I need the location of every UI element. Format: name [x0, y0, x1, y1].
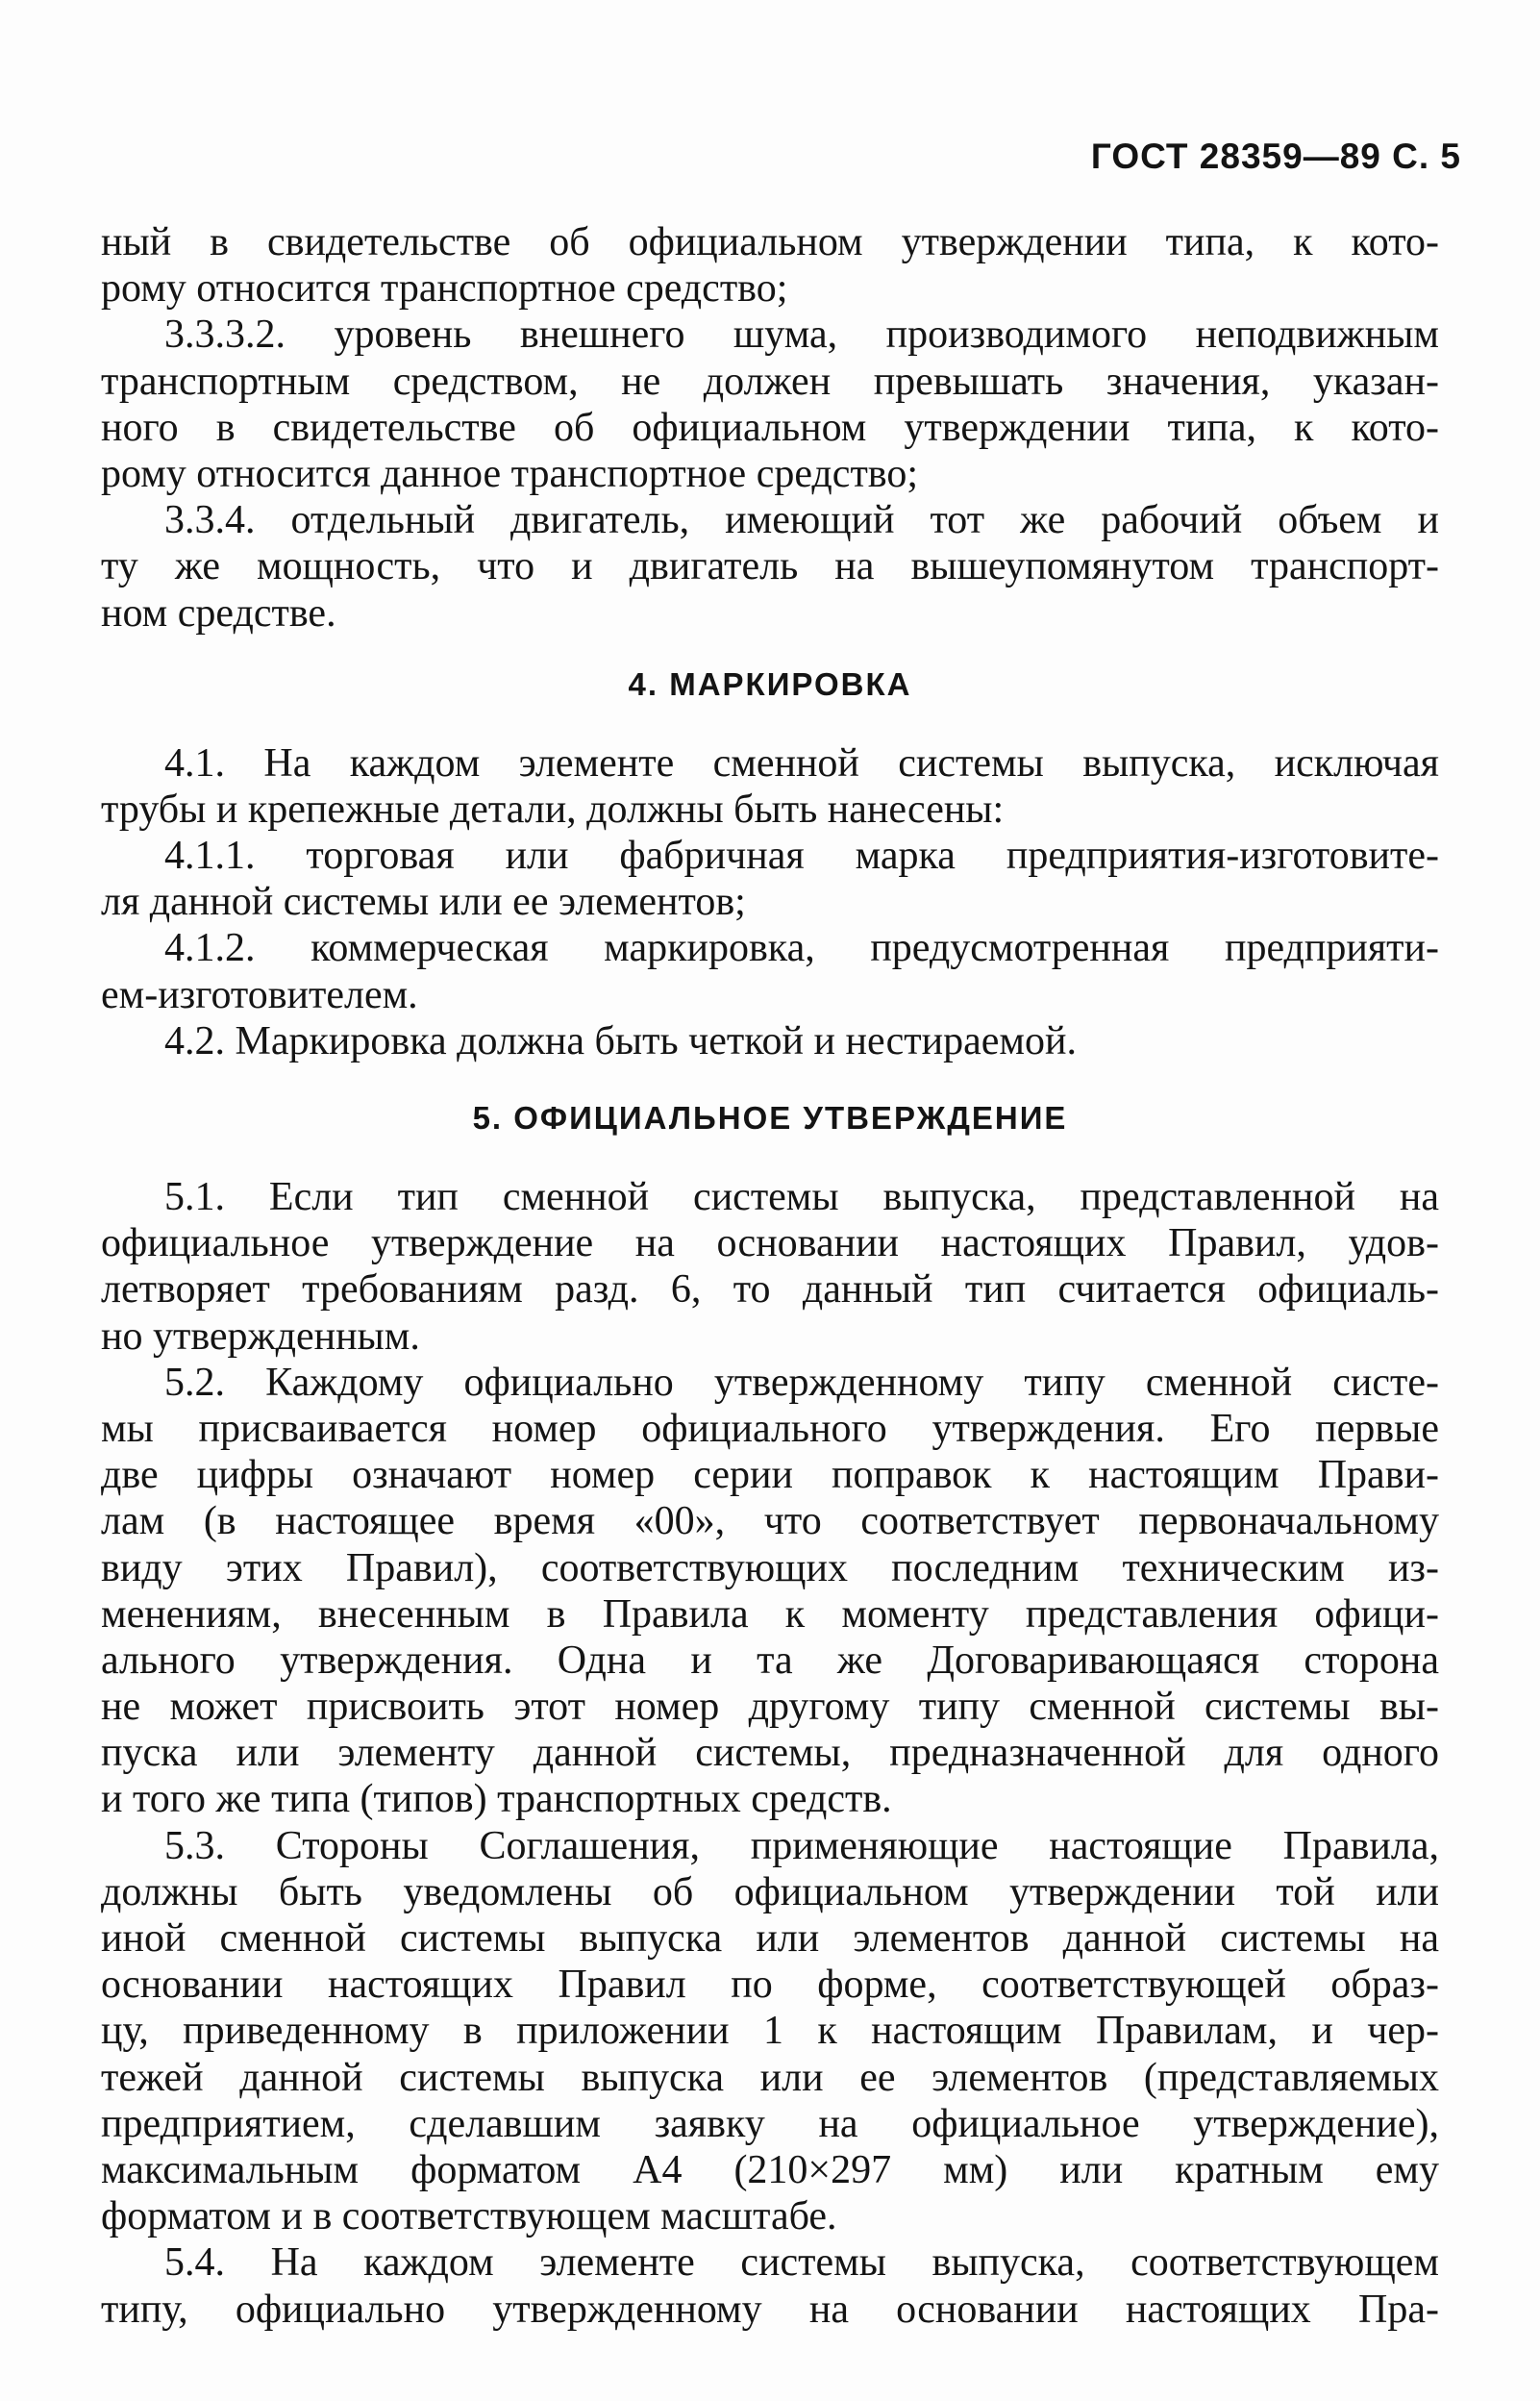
text-line: 5.3. Стороны Соглашения, применяющие настоящие Правила, [164, 1823, 1439, 1868]
text-line: ный в свидетельстве об официальном утверждении типа, к кото- [101, 220, 1439, 264]
text-line: виду этих Правил), соответствующих последним техническим из- [101, 1545, 1439, 1590]
text-line: иной сменной системы выпуска или элементов данной системы на [101, 1916, 1439, 1961]
text-line: ем-изготовителем. [101, 972, 418, 1017]
text-line: пуска или элементу данной системы, предназначенной для одного [101, 1731, 1439, 1776]
text-line: типу, официально утвержденному на основании настоящих Пра- [101, 2287, 1439, 2332]
text-line: лам (в настоящее время «00», что соответствует первоначальному [101, 1499, 1439, 1544]
text-line: 4.1.1. торговая или фабричная марка предприятия-изготовите- [164, 834, 1439, 879]
text-line: но утвержденным. [101, 1313, 420, 1359]
text-line: ту же мощность, что и двигатель на вышеупомянутом транспорт- [101, 544, 1439, 589]
text-line: 5.4. На каждом элементе системы выпуска, соответствующем [164, 2240, 1439, 2286]
section-heading-approval: 5. ОФИЦИАЛЬНОЕ УТВЕРЖДЕНИЕ [472, 1100, 1068, 1136]
text-line: официальное утверждение на основании настоящих Правил, удов- [101, 1221, 1439, 1266]
text-line: должны быть уведомлены об официальном утверждении той или [101, 1869, 1439, 1914]
section-heading-marking: 4. МАРКИРОВКА [628, 665, 912, 702]
text-line: трубы и крепежные детали, должны быть нанесены: [101, 787, 1005, 832]
text-line: 5.1. Если тип сменной системы выпуска, представленной на [164, 1175, 1439, 1219]
text-line: предприятием, сделавшим заявку на официальное утверждение), [101, 2101, 1439, 2146]
text-line: 3.3.4. отдельный двигатель, имеющий тот же рабочий объем и [164, 498, 1439, 543]
text-line: рому относится транспортное средство; [101, 266, 788, 312]
text-line: мы присваивается номер официального утверждения. Его первые [101, 1406, 1439, 1451]
text-line: цу, приведенному в приложении 1 к настоящим Правилам, и чер- [101, 2009, 1439, 2054]
text-line: форматом и в соответствующем масштабе. [101, 2194, 837, 2239]
text-line: 3.3.3.2. уровень внешнего шума, производимого неподвижным [164, 313, 1439, 358]
text-line: ля данной системы или ее элементов; [101, 880, 746, 925]
text-line: 4.1. На каждом элементе сменной системы выпуска, исключая [164, 740, 1439, 786]
text-line: транспортным средством, не должен превышать значения, указан- [101, 359, 1439, 404]
body-text [101, 219, 1439, 2333]
text-line: ного в свидетельстве об официальном утверждении типа, к кото- [101, 405, 1439, 450]
page-header: ГОСТ 28359—89 С. 5 [1090, 137, 1461, 176]
text-line: и того же типа (типов) транспортных средств. [101, 1777, 892, 1822]
text-line: основании настоящих Правил по форме, соответствующей образ- [101, 1963, 1439, 2008]
text-line: тежей данной системы выпуска или ее элементов (представляемых [101, 2055, 1439, 2100]
text-line: менениям, внесенным в Правила к моменту представления офици- [101, 1591, 1439, 1637]
text-line: максимальным форматом А4 (210×297 мм) или кратным ему [101, 2147, 1439, 2192]
text-line: летворяет требованиям разд. 6, то данный тип считается официаль- [101, 1267, 1439, 1313]
text-line: две цифры означают номер серии поправок к настоящим Прави- [101, 1453, 1439, 1498]
text-line: не может присвоить этот номер другому типу сменной системы вы- [101, 1685, 1439, 1730]
text-line: ального утверждения. Одна и та же Договаривающаяся сторона [101, 1638, 1439, 1683]
text-line: 4.2. Маркировка должна быть четкой и нестираемой. [164, 1018, 1077, 1063]
text-line: 4.1.2. коммерческая маркировка, предусмотренная предприяти- [164, 926, 1439, 971]
text-line: рому относится данное транспортное средство; [101, 451, 919, 496]
text-line: 5.2. Каждому официально утвержденному типу сменной систе- [164, 1360, 1439, 1405]
text-line: ном средстве. [101, 590, 336, 636]
